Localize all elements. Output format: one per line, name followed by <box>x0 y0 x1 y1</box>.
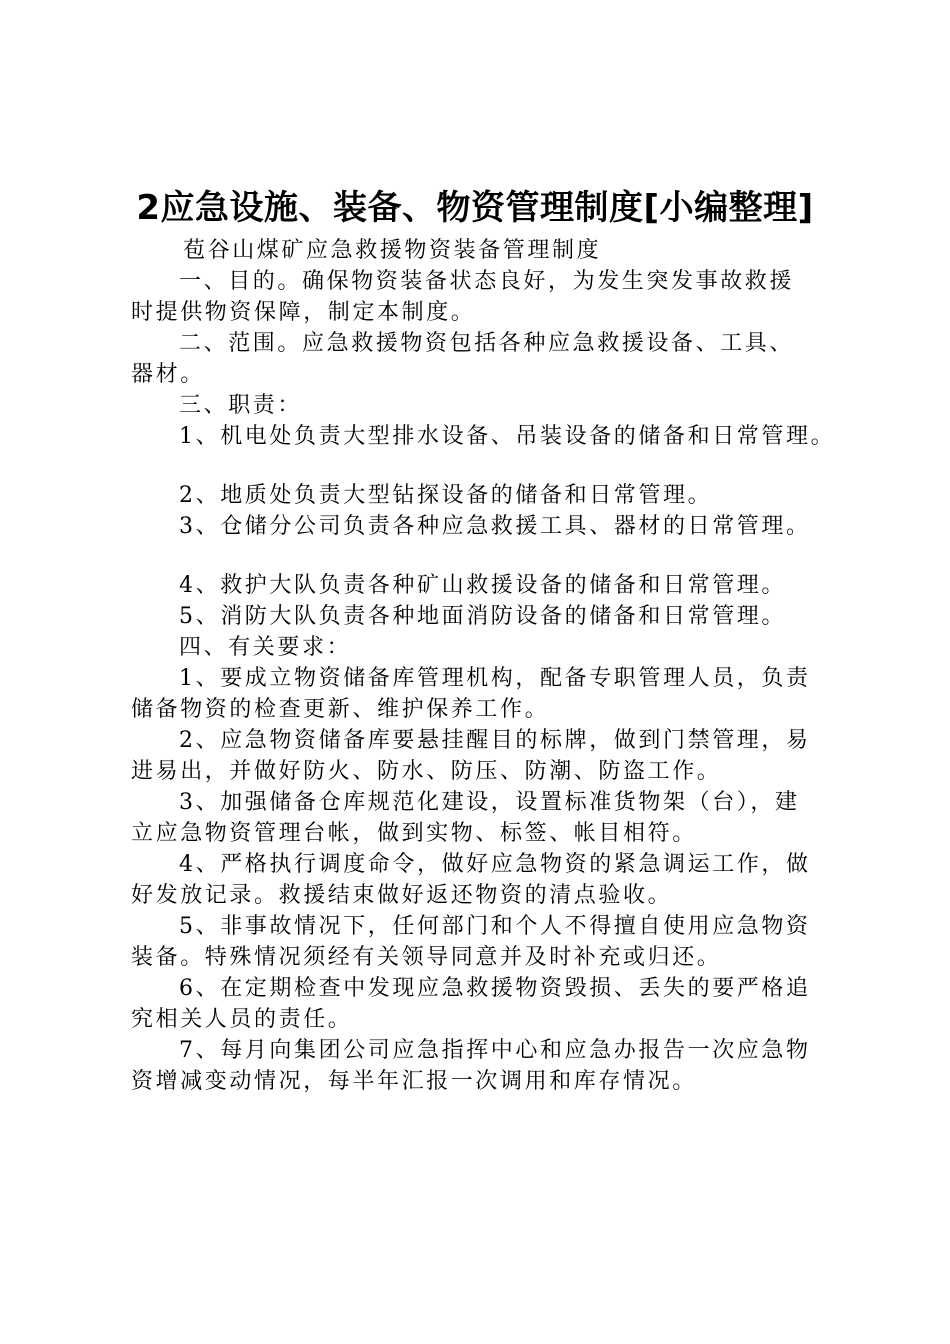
scope-line-2: 器材。 <box>131 362 205 387</box>
requirement-7-line-1: 7、每月向集团公司应急指挥中心和应急办报告一次应急物 <box>179 1038 811 1063</box>
requirement-3-line-2: 立应急物资管理台帐，做到实物、标签、帐目相符。 <box>131 821 697 846</box>
requirements-heading: 四、有关要求： <box>179 635 352 660</box>
requirement-5-line-1: 5、非事故情况下，任何部门和个人不得擅自使用应急物资 <box>179 914 811 939</box>
purpose-line-1: 一、目的。确保物资装备状态良好，为发生突发事故救援 <box>179 269 795 294</box>
requirement-4-line-2: 好发放记录。救援结束做好返还物资的清点验收。 <box>131 883 673 908</box>
duties-heading: 三、职责： <box>179 393 303 418</box>
requirement-6-line-1: 6、在定期检查中发现应急救援物资毁损、丢失的要严格追 <box>179 976 811 1001</box>
document-body <box>131 235 836 1097</box>
spacer <box>131 452 836 480</box>
duty-item-5: 5、消防大队负责各种地面消防设备的储备和日常管理。 <box>179 604 786 629</box>
requirement-1-line-1: 1、要成立物资储备库管理机构，配备专职管理人员，负责 <box>179 666 811 691</box>
duty-item-3: 3、仓储分公司负责各种应急救援工具、器材的日常管理。 <box>179 514 811 539</box>
requirement-7-line-2: 资增减变动情况，每半年汇报一次调用和库存情况。 <box>131 1069 697 1094</box>
document-title: 2应急设施、装备、物资管理制度[小编整理] <box>136 188 814 228</box>
requirement-6-line-2: 究相关人员的责任。 <box>131 1007 353 1032</box>
scope-line-1: 二、范围。应急救援物资包括各种应急救援设备、工具、 <box>179 331 795 356</box>
requirement-4-line-1: 4、严格执行调度命令，做好应急物资的紧急调运工作，做 <box>179 852 811 877</box>
duty-item-4: 4、救护大队负责各种矿山救援设备的储备和日常管理。 <box>179 573 786 598</box>
purpose-line-2: 时提供物资保障，制定本制度。 <box>131 300 476 325</box>
duty-item-1: 1、机电处负责大型排水设备、吊装设备的储备和日常管理。 <box>179 424 836 449</box>
subtitle: 苞谷山煤矿应急救援物资装备管理制度 <box>183 238 602 263</box>
requirement-1-line-2: 储备物资的检查更新、维护保养工作。 <box>131 697 550 722</box>
requirement-2-line-1: 2、应急物资储备库要悬挂醒目的标牌，做到门禁管理，易 <box>179 728 811 753</box>
requirement-3-line-1: 3、加强储备仓库规范化建设，设置标准货物架（台），建 <box>179 790 800 815</box>
requirement-2-line-2: 进易出，并做好防火、防水、防压、防潮、防盗工作。 <box>131 759 722 784</box>
spacer <box>131 542 836 570</box>
requirement-5-line-2: 装备。特殊情况须经有关领导同意并及时补充或归还。 <box>131 945 722 970</box>
duty-item-2: 2、地质处负责大型钻探设备的储备和日常管理。 <box>179 483 713 508</box>
